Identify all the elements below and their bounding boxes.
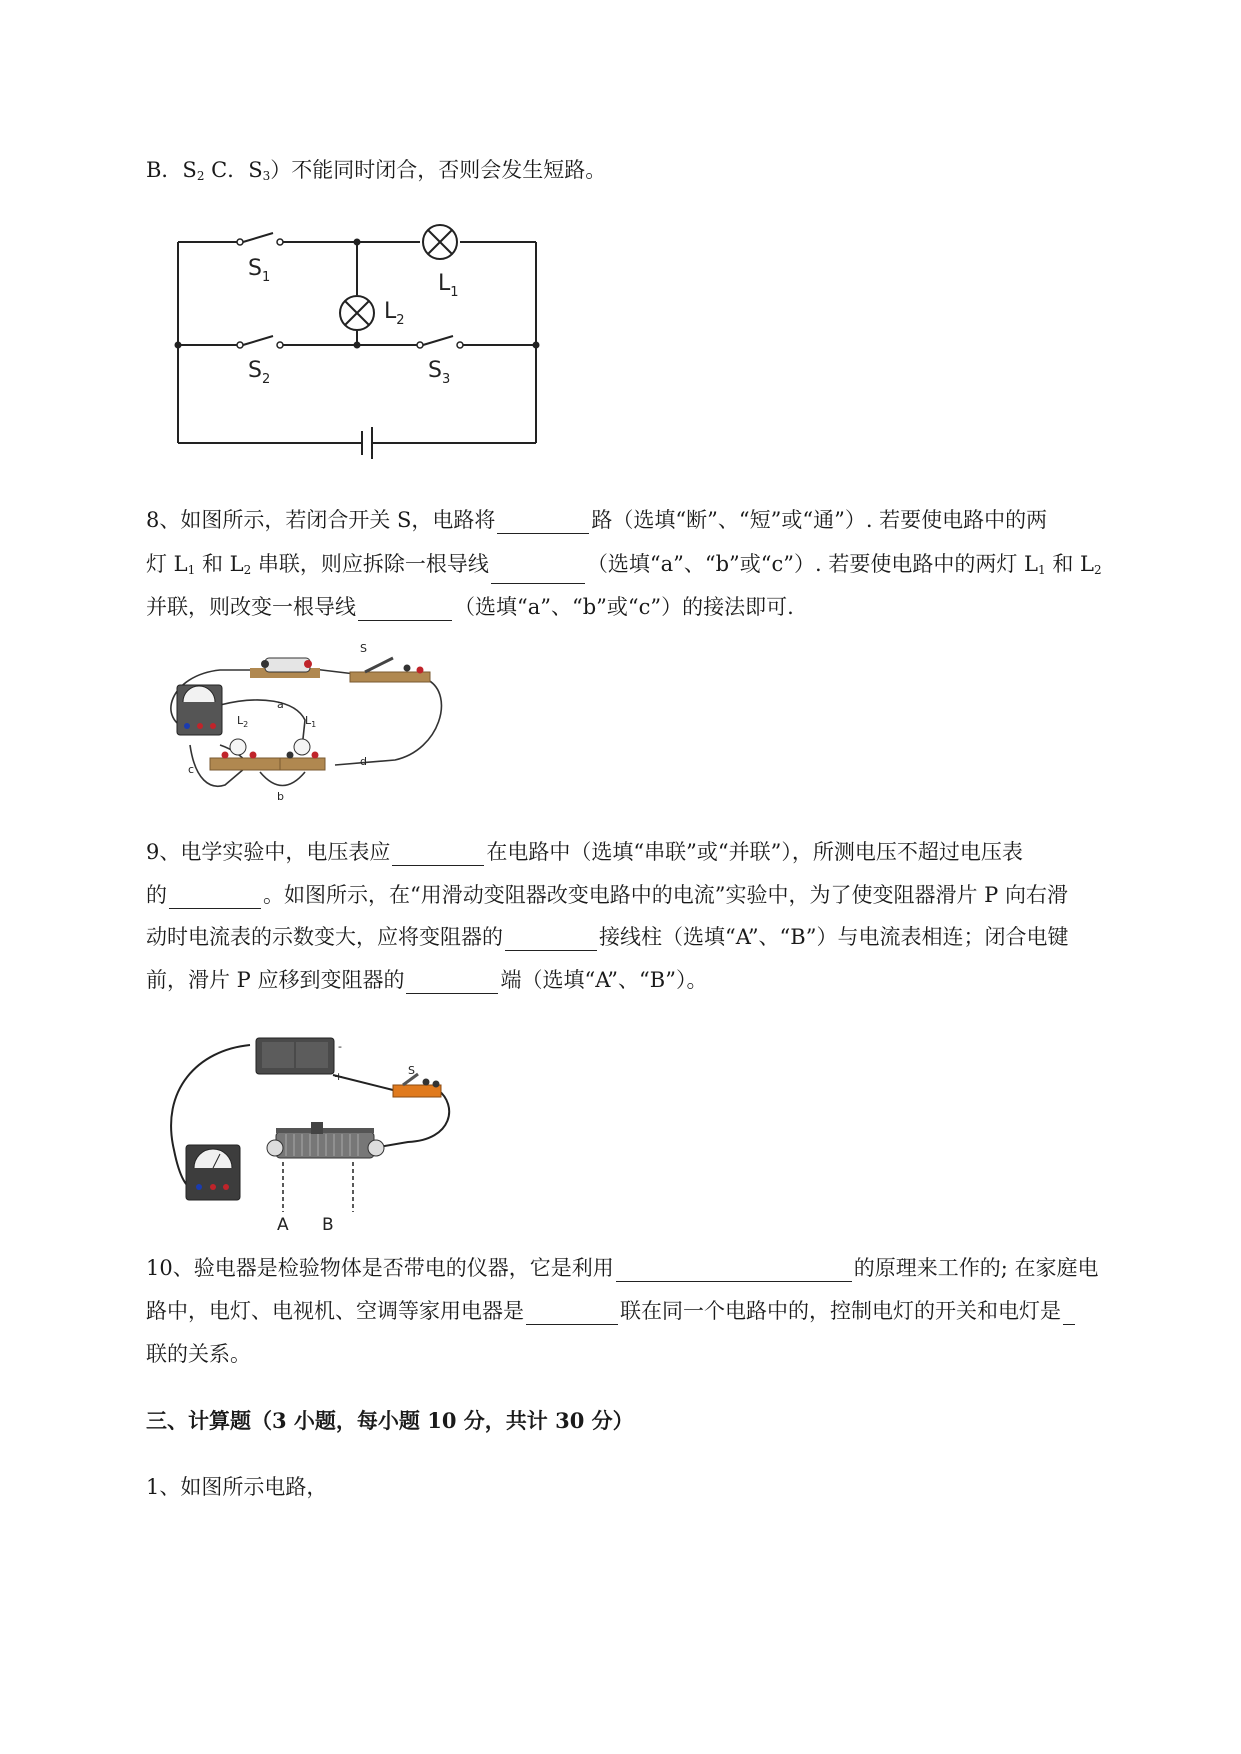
lamp-l2	[340, 296, 374, 330]
switch-s3	[423, 336, 453, 345]
label-b: b	[277, 790, 284, 803]
answer-blank[interactable]	[526, 1302, 618, 1325]
switch-component	[393, 1074, 441, 1097]
rheostat-component	[250, 658, 320, 678]
label-l1: $L_1$	[305, 714, 317, 729]
answer-blank[interactable]	[497, 511, 589, 534]
ammeter-component	[177, 685, 222, 735]
label-s: S	[408, 1064, 415, 1077]
circuit-diagram-1	[170, 215, 550, 465]
q8-line-1: 8、如图所示，若闭合开关 S，电路将 路（选填“断”、“短”或“通”）. 若要使电路中的两	[146, 508, 1048, 532]
label-c: c	[188, 763, 195, 776]
label-s2: $S_2$	[248, 358, 271, 387]
meter-component	[186, 1145, 240, 1200]
answer-blank[interactable]	[169, 886, 261, 909]
q8-line-3: 并联，则改变一根导线 （选填“a”、“b”或“c”）的接法即可.	[146, 595, 794, 619]
switch-s1	[243, 233, 273, 242]
battery-plus-label: +	[334, 1070, 344, 1083]
label-s3: $S_3$	[428, 358, 451, 387]
circuit-photo-2	[165, 640, 465, 810]
label-s: S	[360, 642, 367, 655]
q9-line-1: 9、电学实验中，电压表应 在电路中（选填“串联”或“并联”），所测电压不超过电压表	[146, 840, 1023, 864]
q8-line-2: 灯 $L_1$ 和 $L_2$ 串联，则应拆除一根导线 （选填“a”、“b”或“c”）. 若要使电路中的两灯 $L_1$ 和 $L_2$	[146, 550, 1102, 584]
q9-line-3: 动时电流表的示数变大，应将变阻器的 接线柱（选填“A”、“B”）与电流表相连；闭合电键	[146, 925, 1069, 949]
label-d: d	[360, 755, 367, 768]
answer-blank[interactable]	[491, 561, 585, 584]
label-l2: $L_2$	[384, 299, 405, 328]
answer-options-line: B．$S_2$ C．$S_3$）不能同时闭合，否则会发生短路。	[146, 158, 607, 183]
rheostat-component	[267, 1122, 384, 1158]
q9-line-4: 前，滑片 P 应移到变阻器的 端（选填“A”、“B”）。	[146, 968, 708, 992]
answer-blank[interactable]	[1063, 1302, 1075, 1325]
label-s1: $S_1$	[248, 256, 271, 285]
answer-blank[interactable]	[406, 971, 498, 994]
q10-line-1: 10、验电器是检验物体是否带电的仪器，它是利用 的原理来工作的; 在家庭电	[146, 1256, 1099, 1280]
switch-s-component	[350, 658, 430, 682]
q10-line-3: 联的关系。	[146, 1342, 251, 1366]
answer-blank[interactable]	[505, 928, 597, 951]
section-title: 三、计算题（3 小题，每小题 10 分，共计 30 分）	[146, 1408, 634, 1433]
lamp-board-component	[210, 739, 325, 770]
label-l2: $L_2$	[237, 714, 249, 729]
q9-line-2: 的 。如图所示，在“用滑动变阻器改变电路中的电流”实验中，为了使变阻器滑片 P 向右滑	[146, 883, 1068, 907]
battery-minus-label: -	[338, 1040, 342, 1053]
label-a: a	[277, 698, 284, 711]
calc-question-1: 1、如图所示电路，	[146, 1475, 328, 1499]
rheostat-experiment-figure	[168, 1030, 468, 1240]
answer-blank[interactable]	[358, 598, 452, 621]
answer-blank[interactable]	[616, 1259, 852, 1282]
label-b: B	[322, 1215, 334, 1235]
answer-blank[interactable]	[392, 843, 484, 866]
label-l1: $L_1$	[438, 271, 459, 300]
lamp-l1	[423, 225, 457, 259]
label-a: A	[277, 1215, 289, 1235]
battery-component	[256, 1038, 334, 1074]
q10-line-2: 路中，电灯、电视机、空调等家用电器是 联在同一个电路中的，控制电灯的开关和电灯是	[146, 1297, 1077, 1325]
switch-s2	[243, 336, 273, 345]
